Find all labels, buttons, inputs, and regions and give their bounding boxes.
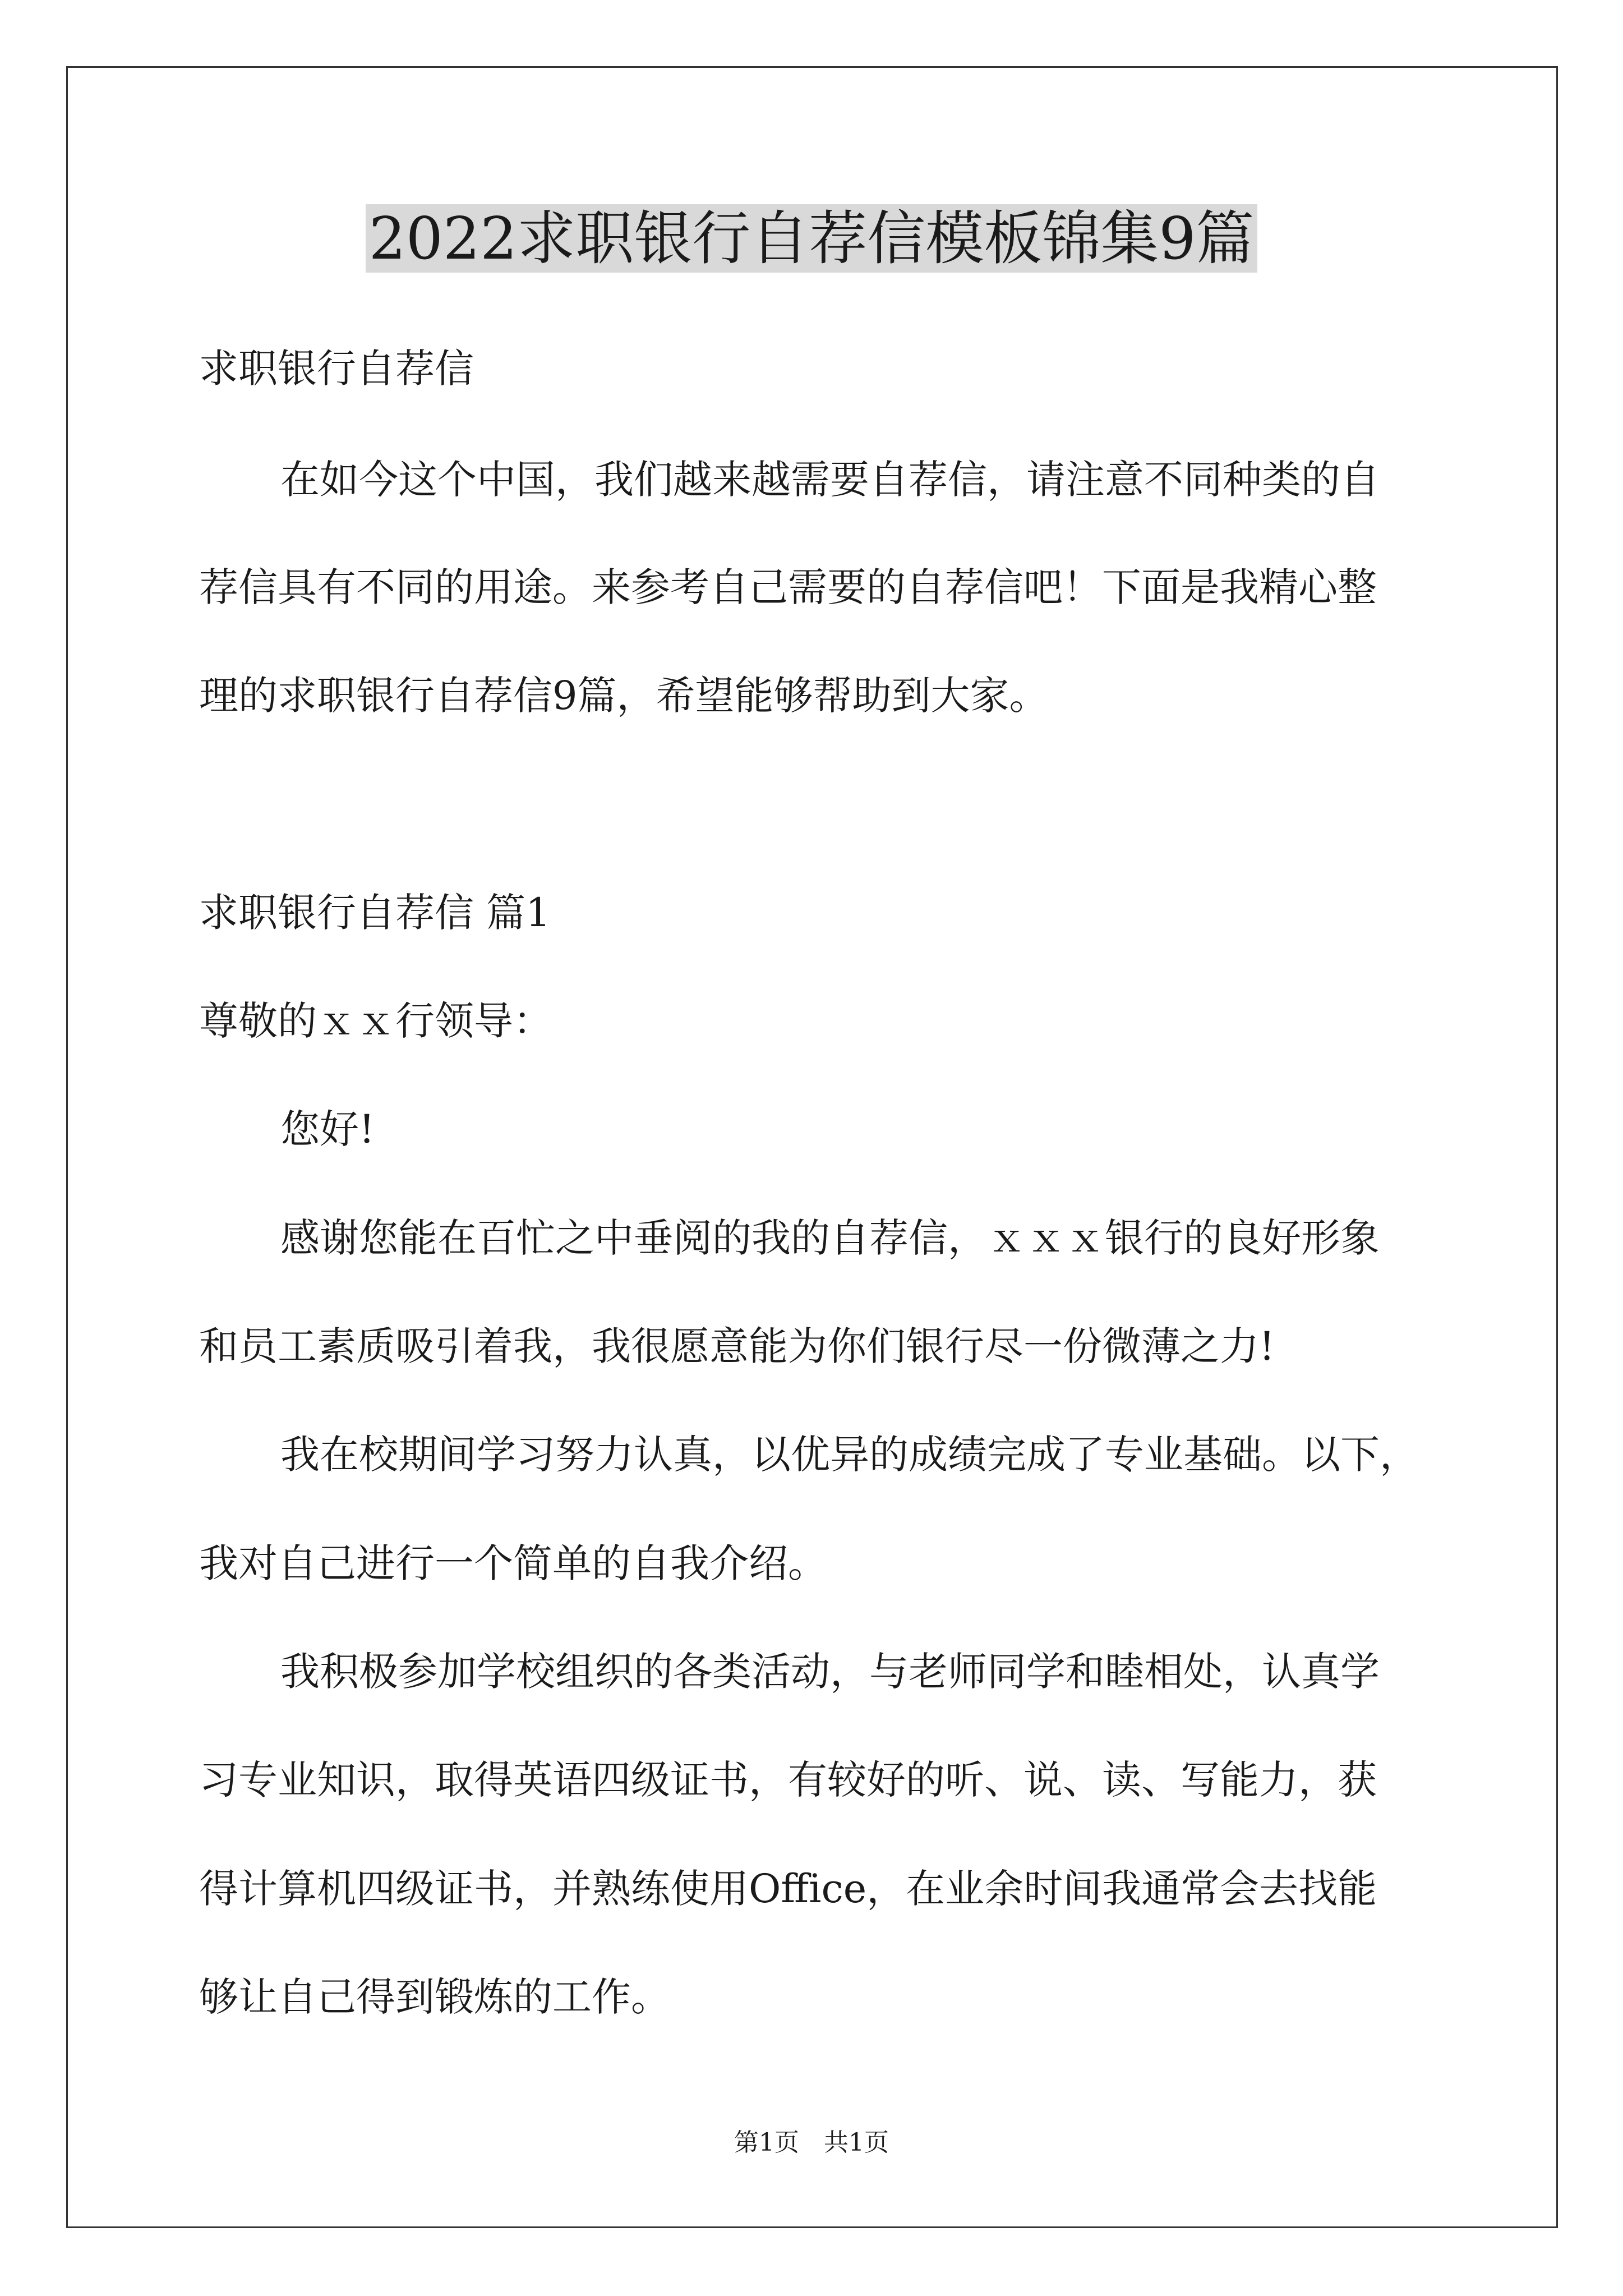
paragraph-line: 在如今这个中国，我们越来越需要自荐信，请注意不同种类的自 bbox=[280, 457, 1380, 503]
paragraph-line: 和员工素质吸引着我，我很愿意能为你们银行尽一份微薄之力! bbox=[199, 1323, 1275, 1369]
paragraph-line: 得计算机四级证书，并熟练使用Office，在业余时间我通常会去找能 bbox=[199, 1866, 1377, 1912]
document-title bbox=[0, 202, 1623, 275]
page-footer: 第1页 共1页 bbox=[734, 2128, 889, 2157]
paragraph-line: 我对自己进行一个简单的自我介绍。 bbox=[199, 1540, 827, 1586]
paragraph-line: 感谢您能在百忙之中垂阅的我的自荐信，ｘｘｘ银行的良好形象 bbox=[280, 1215, 1380, 1261]
letter-heading: 求职银行自荐信 篇1 bbox=[199, 890, 551, 936]
salutation: 尊敬的ｘｘ行领导： bbox=[199, 998, 552, 1044]
document-title-text: 2022求职银行自荐信模板锦集9篇 bbox=[366, 204, 1258, 273]
section-heading: 求职银行自荐信 bbox=[199, 346, 474, 392]
paragraph-line: 习专业知识，取得英语四级证书，有较好的听、说、读、写能力，获 bbox=[199, 1757, 1377, 1803]
paragraph-line: 荐信具有不同的用途。来参考自己需要的自荐信吧！下面是我精心整 bbox=[199, 564, 1377, 610]
paragraph-line: 够让自己得到锻炼的工作。 bbox=[199, 1974, 670, 2020]
paragraph-line: 我在校期间学习努力认真，以优异的成绩完成了专业基础。以下， bbox=[280, 1432, 1419, 1478]
greeting: 您好! bbox=[280, 1106, 375, 1152]
paragraph-line: 我积极参加学校组织的各类活动，与老师同学和睦相处，认真学 bbox=[280, 1649, 1380, 1695]
paragraph-line: 理的求职银行自荐信9篇，希望能够帮助到大家。 bbox=[199, 673, 1049, 719]
